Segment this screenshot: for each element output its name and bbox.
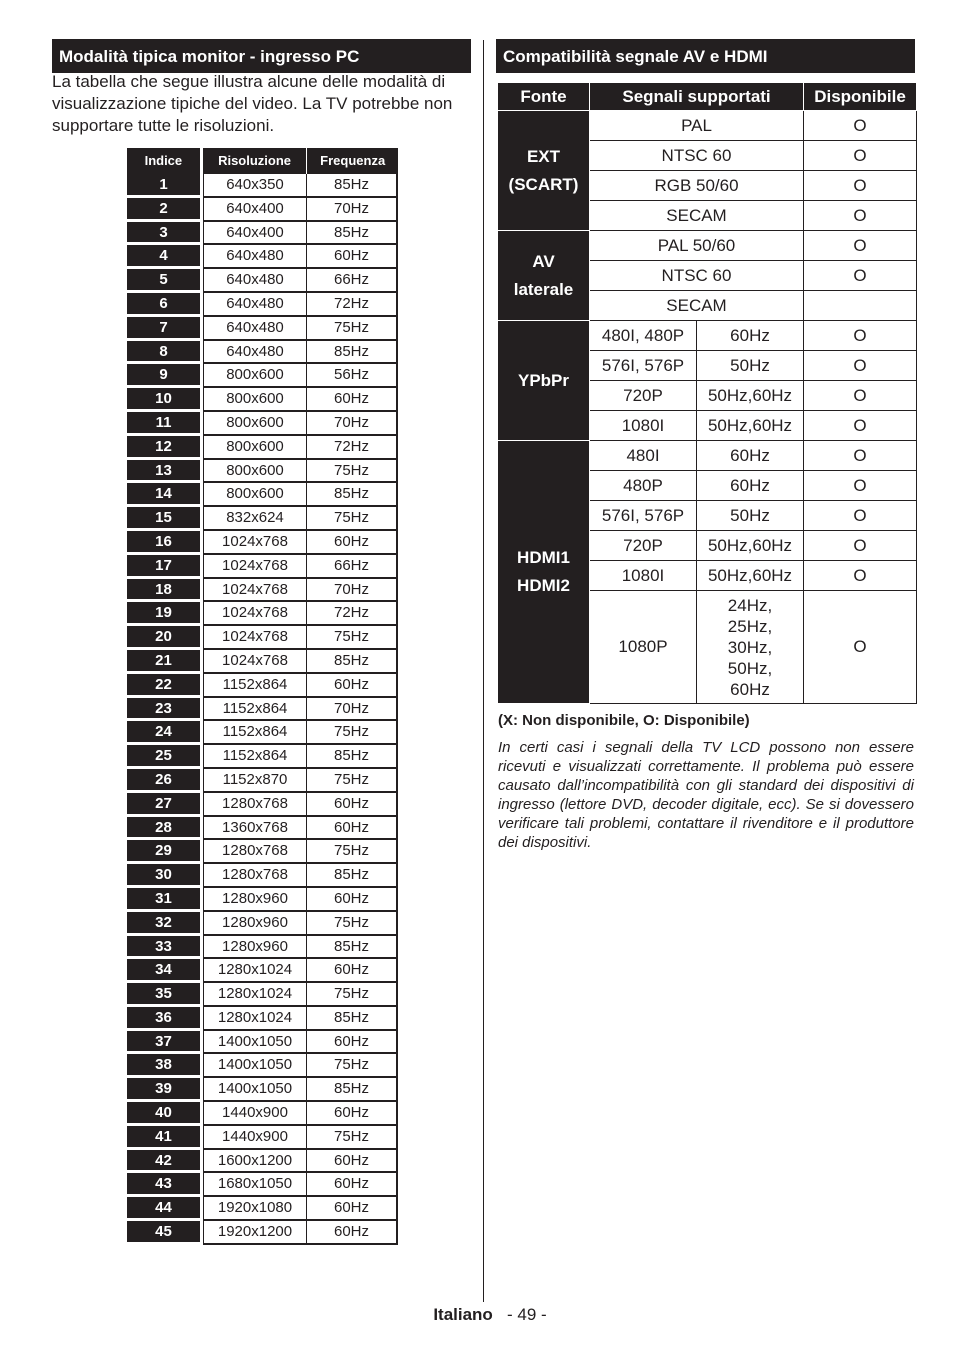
signal-cell: NTSC 60 xyxy=(590,261,804,291)
pc-modes-table xyxy=(127,148,398,1245)
row-resolution: 1024x768 xyxy=(203,602,306,626)
av-hdmi-rows xyxy=(498,111,917,704)
table-row xyxy=(127,721,398,745)
row-frequency: 85Hz xyxy=(306,483,398,507)
row-frequency: 70Hz xyxy=(306,579,398,603)
available-cell: O xyxy=(804,471,917,501)
row-resolution: 640x480 xyxy=(203,293,306,317)
frequency-cell: 60Hz xyxy=(697,471,804,501)
header-resolution: Risoluzione xyxy=(203,148,307,174)
row-index: 5 xyxy=(127,269,200,293)
frequency-cell: 50Hz,60Hz xyxy=(697,531,804,561)
source-label: AV xyxy=(532,251,555,271)
row-resolution: 1400x1050 xyxy=(203,1054,306,1078)
compatibility-note: In certi casi i segnali della TV LCD possono non essere ricevuti e visualizzati correttamente. Il problema può essere causato dall’incompatibilità con gli standard dei dispositivi di ingresso (lettore DVD, decoder digitale, ecc). Se si dovessero verificare tali problemi, contattare il rivenditore e il produttore dei dispositivi. xyxy=(498,739,914,851)
row-frequency: 60Hz xyxy=(306,388,398,412)
table-row xyxy=(127,222,398,246)
source-label: laterale xyxy=(513,279,574,299)
table-row xyxy=(127,269,398,293)
available-cell: O xyxy=(804,261,917,291)
row-index: 2 xyxy=(127,198,200,222)
row-frequency: 60Hz xyxy=(306,1102,398,1126)
row-resolution: 1152x864 xyxy=(203,745,306,769)
row-index: 40 xyxy=(127,1102,200,1126)
row-index: 32 xyxy=(127,912,200,936)
table-row xyxy=(127,341,398,365)
table-row xyxy=(127,1150,398,1174)
row-resolution: 1280x1024 xyxy=(203,983,306,1007)
available-cell: O xyxy=(804,441,917,471)
page-footer xyxy=(0,1305,954,1325)
row-frequency: 70Hz xyxy=(306,198,398,222)
mode-cell: 480I xyxy=(590,441,697,471)
row-frequency: 60Hz xyxy=(306,817,398,841)
table-row xyxy=(127,650,398,674)
source-label: YPbPr xyxy=(517,370,570,390)
mode-cell: 720P xyxy=(590,531,697,561)
left-section-title: Modalità tipica monitor - ingresso PC xyxy=(52,39,471,73)
row-index: 22 xyxy=(127,674,200,698)
row-index: 12 xyxy=(127,436,200,460)
row-frequency: 75Hz xyxy=(306,1126,398,1150)
signal-cell: PAL xyxy=(590,111,804,141)
row-resolution: 1024x768 xyxy=(203,626,306,650)
row-resolution: 1600x1200 xyxy=(203,1150,306,1174)
table-row xyxy=(127,174,398,198)
table-row xyxy=(127,959,398,983)
header-signals: Segnali supportati xyxy=(590,83,804,111)
row-index: 18 xyxy=(127,579,200,603)
row-index: 44 xyxy=(127,1197,200,1221)
row-index: 7 xyxy=(127,317,200,341)
header-available: Disponibile xyxy=(804,83,917,111)
signal-cell: NTSC 60 xyxy=(590,141,804,171)
pc-modes-header xyxy=(127,148,398,174)
row-index: 43 xyxy=(127,1173,200,1197)
row-frequency: 85Hz xyxy=(306,1078,398,1102)
row-index: 15 xyxy=(127,507,200,531)
row-resolution: 800x600 xyxy=(203,388,306,412)
row-frequency: 60Hz xyxy=(306,245,398,269)
row-frequency: 85Hz xyxy=(306,745,398,769)
row-frequency: 75Hz xyxy=(306,626,398,650)
row-index: 36 xyxy=(127,1007,200,1031)
table-row xyxy=(498,441,917,471)
table-row xyxy=(127,1031,398,1055)
table-row xyxy=(127,936,398,960)
table-row xyxy=(127,745,398,769)
signal-cell: SECAM xyxy=(590,201,804,231)
row-index: 17 xyxy=(127,555,200,579)
table-row xyxy=(127,983,398,1007)
available-cell: O xyxy=(804,321,917,351)
row-frequency: 60Hz xyxy=(306,1173,398,1197)
row-resolution: 1920x1200 xyxy=(203,1221,306,1245)
row-frequency: 60Hz xyxy=(306,959,398,983)
mode-cell: 480I, 480P xyxy=(590,321,697,351)
row-frequency: 72Hz xyxy=(306,293,398,317)
row-index: 24 xyxy=(127,721,200,745)
row-frequency: 60Hz xyxy=(306,888,398,912)
available-cell: O xyxy=(804,141,917,171)
frequency-cell: 50Hz,60Hz xyxy=(697,411,804,441)
table-row xyxy=(127,840,398,864)
available-cell: O xyxy=(804,591,917,704)
row-index: 26 xyxy=(127,769,200,793)
table-row xyxy=(127,293,398,317)
available-cell: O xyxy=(804,351,917,381)
available-cell: O xyxy=(804,201,917,231)
row-resolution: 1400x1050 xyxy=(203,1078,306,1102)
row-resolution: 640x480 xyxy=(203,317,306,341)
header-index: Indice xyxy=(127,148,200,174)
row-frequency: 72Hz xyxy=(306,602,398,626)
footer-language: Italiano xyxy=(433,1305,493,1324)
row-frequency: 66Hz xyxy=(306,555,398,579)
row-resolution: 800x600 xyxy=(203,460,306,484)
row-index: 41 xyxy=(127,1126,200,1150)
table-row xyxy=(127,483,398,507)
row-resolution: 1152x870 xyxy=(203,769,306,793)
available-cell: O xyxy=(804,111,917,141)
row-resolution: 1280x768 xyxy=(203,840,306,864)
row-frequency: 75Hz xyxy=(306,769,398,793)
row-frequency: 85Hz xyxy=(306,936,398,960)
table-row xyxy=(127,1102,398,1126)
row-resolution: 640x350 xyxy=(203,174,306,198)
row-index: 1 xyxy=(127,174,200,198)
source-label: HDMI2 xyxy=(517,576,570,595)
row-frequency: 75Hz xyxy=(306,983,398,1007)
table-row xyxy=(127,1007,398,1031)
row-frequency: 85Hz xyxy=(306,1007,398,1031)
row-resolution: 1024x768 xyxy=(203,650,306,674)
row-index: 13 xyxy=(127,460,200,484)
row-resolution: 1024x768 xyxy=(203,579,306,603)
row-frequency: 85Hz xyxy=(306,174,398,198)
row-index: 39 xyxy=(127,1078,200,1102)
row-resolution: 640x480 xyxy=(203,341,306,365)
row-index: 42 xyxy=(127,1150,200,1174)
row-frequency: 60Hz xyxy=(306,674,398,698)
table-row xyxy=(127,198,398,222)
frequency-cell: 24Hz, 25Hz, 30Hz, 50Hz, 60Hz xyxy=(697,591,804,704)
table-row xyxy=(498,231,917,261)
table-row xyxy=(127,388,398,412)
header-frequency: Frequenza xyxy=(307,148,398,174)
row-resolution: 1280x768 xyxy=(203,793,306,817)
row-frequency: 75Hz xyxy=(306,460,398,484)
pc-modes-rows xyxy=(127,174,398,1245)
row-frequency: 70Hz xyxy=(306,698,398,722)
row-frequency: 60Hz xyxy=(306,1031,398,1055)
available-cell: O xyxy=(804,171,917,201)
row-frequency: 70Hz xyxy=(306,412,398,436)
source-cell xyxy=(498,441,590,704)
column-divider xyxy=(483,40,484,1302)
row-resolution: 1440x900 xyxy=(203,1126,306,1150)
row-index: 21 xyxy=(127,650,200,674)
row-frequency: 85Hz xyxy=(306,222,398,246)
row-index: 35 xyxy=(127,983,200,1007)
table-row xyxy=(127,602,398,626)
page-number: - 49 - xyxy=(507,1305,547,1324)
row-index: 19 xyxy=(127,602,200,626)
source-label: EXT xyxy=(526,146,561,166)
row-frequency: 75Hz xyxy=(306,1054,398,1078)
intro-paragraph: La tabella che segue illustra alcune delle modalità di visualizzazione tipiche del video. La TV potrebbe non supportare tutte le risoluzioni. xyxy=(52,72,453,135)
row-resolution: 800x600 xyxy=(203,364,306,388)
table-row xyxy=(127,698,398,722)
row-frequency: 60Hz xyxy=(306,793,398,817)
row-resolution: 1280x960 xyxy=(203,888,306,912)
row-index: 6 xyxy=(127,293,200,317)
available-cell: O xyxy=(804,231,917,261)
mode-cell: 480P xyxy=(590,471,697,501)
available-cell: O xyxy=(804,561,917,591)
mode-cell: 720P xyxy=(590,381,697,411)
table-row xyxy=(127,912,398,936)
source-cell xyxy=(498,111,590,231)
table-row xyxy=(127,817,398,841)
row-resolution: 800x600 xyxy=(203,436,306,460)
signal-cell: SECAM xyxy=(590,291,804,321)
row-resolution: 640x400 xyxy=(203,198,306,222)
frequency-cell: 60Hz xyxy=(697,441,804,471)
row-resolution: 1280x1024 xyxy=(203,1007,306,1031)
row-index: 38 xyxy=(127,1054,200,1078)
row-resolution: 1152x864 xyxy=(203,698,306,722)
mode-cell: 576I, 576P xyxy=(590,501,697,531)
row-resolution: 1024x768 xyxy=(203,555,306,579)
table-row xyxy=(127,245,398,269)
row-frequency: 75Hz xyxy=(306,840,398,864)
row-frequency: 56Hz xyxy=(306,364,398,388)
row-frequency: 75Hz xyxy=(306,721,398,745)
row-index: 28 xyxy=(127,817,200,841)
table-row xyxy=(127,555,398,579)
row-resolution: 1280x768 xyxy=(203,864,306,888)
row-index: 29 xyxy=(127,840,200,864)
table-row xyxy=(127,1126,398,1150)
table-row xyxy=(127,769,398,793)
av-hdmi-header xyxy=(498,83,917,111)
row-resolution: 1024x768 xyxy=(203,531,306,555)
available-cell: O xyxy=(804,501,917,531)
row-index: 14 xyxy=(127,483,200,507)
table-row xyxy=(127,317,398,341)
row-frequency: 60Hz xyxy=(306,1150,398,1174)
table-row xyxy=(127,531,398,555)
row-index: 23 xyxy=(127,698,200,722)
row-index: 31 xyxy=(127,888,200,912)
row-index: 10 xyxy=(127,388,200,412)
row-resolution: 1280x960 xyxy=(203,936,306,960)
available-cell: O xyxy=(804,381,917,411)
table-row xyxy=(127,436,398,460)
table-row xyxy=(127,888,398,912)
mode-cell: 1080I xyxy=(590,411,697,441)
row-frequency: 72Hz xyxy=(306,436,398,460)
row-index: 27 xyxy=(127,793,200,817)
table-row xyxy=(127,1173,398,1197)
row-index: 34 xyxy=(127,959,200,983)
availability-legend: (X: Non disponibile, O: Disponibile) xyxy=(498,712,750,729)
source-label: HDMI1 xyxy=(517,548,570,567)
frequency-cell: 50Hz,60Hz xyxy=(697,381,804,411)
row-resolution: 800x600 xyxy=(203,483,306,507)
available-cell: O xyxy=(804,531,917,561)
available-cell xyxy=(804,291,917,321)
table-row xyxy=(127,412,398,436)
row-frequency: 85Hz xyxy=(306,341,398,365)
row-resolution: 832x624 xyxy=(203,507,306,531)
signal-cell: RGB 50/60 xyxy=(590,171,804,201)
table-row xyxy=(498,321,917,351)
header-source: Fonte xyxy=(498,83,590,111)
frequency-cell: 50Hz xyxy=(697,501,804,531)
table-row xyxy=(127,460,398,484)
mode-cell: 1080I xyxy=(590,561,697,591)
frequency-cell: 50Hz xyxy=(697,351,804,381)
right-section-title: Compatibilità segnale AV e HDMI xyxy=(496,39,915,73)
row-frequency: 85Hz xyxy=(306,864,398,888)
row-resolution: 1280x1024 xyxy=(203,959,306,983)
signal-cell: PAL 50/60 xyxy=(590,231,804,261)
row-resolution: 1400x1050 xyxy=(203,1031,306,1055)
row-frequency: 60Hz xyxy=(306,1197,398,1221)
row-frequency: 60Hz xyxy=(306,1221,398,1245)
row-resolution: 1440x900 xyxy=(203,1102,306,1126)
row-index: 45 xyxy=(127,1221,200,1245)
row-resolution: 640x480 xyxy=(203,245,306,269)
table-row xyxy=(127,507,398,531)
row-resolution: 1152x864 xyxy=(203,721,306,745)
table-row xyxy=(127,579,398,603)
table-row xyxy=(127,1197,398,1221)
row-index: 25 xyxy=(127,745,200,769)
row-frequency: 75Hz xyxy=(306,912,398,936)
row-resolution: 800x600 xyxy=(203,412,306,436)
row-index: 30 xyxy=(127,864,200,888)
mode-cell: 1080P xyxy=(590,591,697,704)
table-row xyxy=(127,864,398,888)
row-resolution: 640x400 xyxy=(203,222,306,246)
row-frequency: 66Hz xyxy=(306,269,398,293)
frequency-cell: 50Hz,60Hz xyxy=(697,561,804,591)
row-resolution: 1152x864 xyxy=(203,674,306,698)
row-index: 3 xyxy=(127,222,200,246)
row-frequency: 85Hz xyxy=(306,650,398,674)
row-resolution: 1360x768 xyxy=(203,817,306,841)
table-row xyxy=(127,364,398,388)
row-frequency: 60Hz xyxy=(306,531,398,555)
row-resolution: 1280x960 xyxy=(203,912,306,936)
row-index: 33 xyxy=(127,936,200,960)
table-row xyxy=(127,674,398,698)
row-index: 11 xyxy=(127,412,200,436)
table-row xyxy=(127,1078,398,1102)
row-index: 20 xyxy=(127,626,200,650)
table-row xyxy=(498,111,917,141)
row-index: 8 xyxy=(127,341,200,365)
row-index: 37 xyxy=(127,1031,200,1055)
row-index: 9 xyxy=(127,364,200,388)
table-row xyxy=(127,793,398,817)
source-cell xyxy=(498,231,590,321)
row-resolution: 1920x1080 xyxy=(203,1197,306,1221)
table-row xyxy=(127,626,398,650)
av-hdmi-table xyxy=(497,82,917,704)
row-resolution: 1680x1050 xyxy=(203,1173,306,1197)
row-frequency: 75Hz xyxy=(306,317,398,341)
source-cell xyxy=(498,321,590,441)
row-index: 4 xyxy=(127,245,200,269)
frequency-cell: 60Hz xyxy=(697,321,804,351)
table-row xyxy=(127,1054,398,1078)
row-resolution: 640x480 xyxy=(203,269,306,293)
row-frequency: 75Hz xyxy=(306,507,398,531)
source-label: (SCART) xyxy=(508,174,579,194)
available-cell: O xyxy=(804,411,917,441)
table-row xyxy=(127,1221,398,1245)
mode-cell: 576I, 576P xyxy=(590,351,697,381)
row-index: 16 xyxy=(127,531,200,555)
